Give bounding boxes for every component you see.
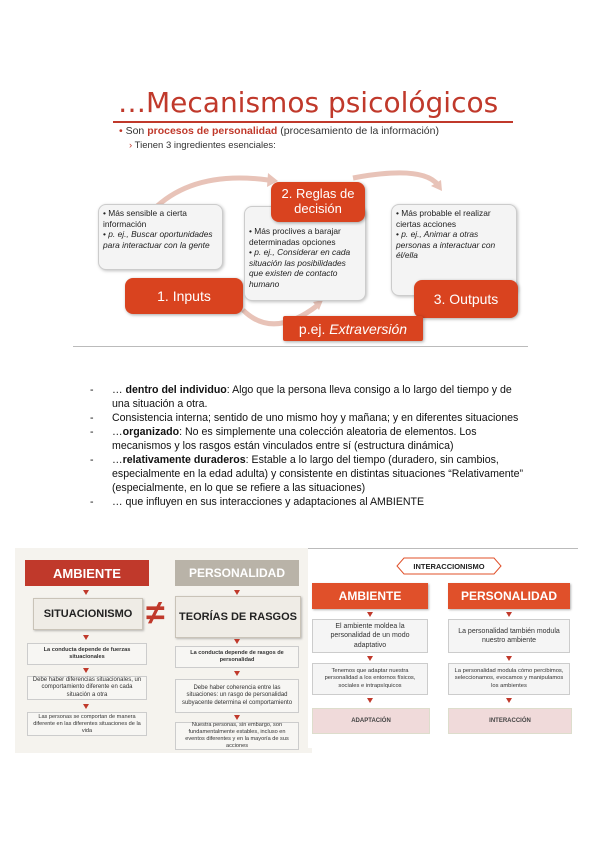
arrow-down-icon — [83, 704, 89, 709]
outputs-line-2-text: p. ej., Animar a otras personas a interactuar con él/ella — [396, 229, 496, 260]
rasgos-point-1: La conducta depende de rasgos de personalidad — [175, 646, 299, 668]
inputs-line-2: • p. ej., Buscar oportunidades para interactuar con la gente — [103, 229, 213, 250]
list-dash: - — [90, 453, 94, 466]
reglas-line-2: • p. ej., Considerar en cada situación las posibilidades que existen de contacto humano — [249, 247, 351, 289]
list-item-text: Consistencia interna; sentido de uno mismo hoy y mañana; y en diferentes situaciones — [112, 411, 519, 424]
example-pre: p.ej. — [298, 320, 326, 337]
outputs-line-1: • Más probable el realizar ciertas acciones — [396, 208, 491, 229]
list-item — [90, 426, 530, 454]
situacionismo-point-1: La conducta depende de fuerzas situacionales — [27, 643, 147, 665]
example-italic: Extraversión — [329, 320, 408, 337]
list-item-text: … que influyen en sus interacciones y adaptaciones al AMBIENTE — [112, 495, 425, 508]
list-dash: - — [90, 411, 94, 424]
arrow-down-icon — [83, 590, 89, 595]
inputs-line-1-text: Más sensible a cierta información — [103, 208, 187, 229]
list-item-bold: organizado — [122, 425, 180, 438]
inputs-line-2-text: p. ej., Buscar oportunidades para interactuar con la gente — [103, 229, 213, 250]
bullet-icon: › — [129, 140, 135, 151]
list-item — [90, 454, 530, 496]
arrow-down-icon — [234, 590, 240, 595]
ambiente-header: AMBIENTE — [312, 583, 428, 609]
personalidad-point-1: La personalidad también modula nuestro ambiente — [448, 619, 570, 653]
list-item-pre: … — [112, 384, 126, 396]
reglas-box: 2. Reglas de decisión — [271, 182, 365, 222]
list-dash: - — [90, 384, 94, 396]
arrow-down-icon — [367, 698, 373, 703]
bullet-text: Tienen 3 ingredientes esenciales: — [134, 140, 276, 151]
personalidad-point-2: La personalidad modula cómo percibimos, seleccionamos, evocamos y manipulamos los ambientes — [448, 663, 570, 695]
ambiente-header: AMBIENTE — [25, 560, 149, 586]
bullet-text-pre: Son — [125, 125, 148, 137]
rasgos-point-3: Nuestra personas, sin embargo, son fundamentalmente estables, incluso en eventos diferentes y en la mayoría de sus acciones — [175, 722, 299, 750]
interaccionismo-slide — [308, 548, 578, 748]
bullet-text-post: (procesamiento de la información) — [277, 125, 439, 137]
arrow-down-icon — [506, 656, 512, 661]
list-dash: - — [90, 495, 94, 508]
list-item-text: : No es simplemente una colección aleatoria de elementos. Los mecanismos y los rasgos están vinculados entre sí (estructura dinámica) — [112, 425, 477, 452]
personalidad-header: PERSONALIDAD — [175, 560, 299, 586]
list-dash: - — [90, 425, 94, 438]
not-equal-icon: ≠ — [146, 594, 165, 632]
bullet-text-bold: procesos de personalidad — [147, 125, 278, 137]
reglas-line-1: • Más proclives a barajar determinadas opciones — [249, 226, 341, 247]
example-box — [283, 316, 423, 341]
arrow-down-icon — [506, 698, 512, 703]
reglas-line-2-text: p. ej., Considerar en cada situación las posibilidades que existen de contacto humano — [249, 247, 351, 289]
arrow-down-icon — [234, 671, 240, 676]
adaptacion-box: ADAPTACIÓN — [312, 708, 430, 734]
rasgos-point-2: Debe haber coherencia entre las situaciones: un rasgo de personalidad subyacente determina el comportamiento — [175, 679, 299, 713]
outputs-line-1-text: Más probable el realizar ciertas acciones — [396, 208, 491, 229]
list-item-text: : Estable a lo largo del tiempo (duradero, sin cambios, especialmente en la edad adulta) y consistente en distintas situaciones “Relativamente” (especialmente, en lo que se refiere a las situaciones) — [112, 453, 524, 494]
arrow-down-icon — [367, 656, 373, 661]
interaccion-box: INTERACCIÓN — [448, 708, 572, 734]
situacionismo-slide — [15, 548, 312, 753]
inputs-box: 1. Inputs — [125, 278, 243, 314]
list-item-bold: dentro del individuo — [125, 384, 227, 396]
interaccionismo-label: INTERACCIONISMO — [413, 561, 485, 571]
outputs-box: 3. Outputs — [414, 280, 518, 318]
personalidad-header: PERSONALIDAD — [448, 583, 570, 609]
arrow-down-icon — [234, 639, 240, 644]
ambiente-point-2: Tenemos que adaptar nuestra personalidad a los entornos físicos, sociales e intrapsíquicos — [312, 663, 428, 695]
teorias-box: TEORÍAS DE RASGOS — [175, 596, 301, 638]
ambiente-point-1: El ambiente moldea la personalidad de un modo adaptativo — [312, 619, 428, 653]
list-item-bold: relativamente duraderos — [122, 453, 246, 466]
situacionismo-box: SITUACIONISMO — [33, 598, 143, 630]
inputs-description-box — [98, 204, 223, 270]
list-item-pre: … — [112, 453, 123, 466]
reglas-line-1-text: Más proclives a barajar determinadas opciones — [249, 226, 341, 247]
arrow-down-icon — [83, 635, 89, 640]
situacionismo-point-3: Las personas se comportan de manera diferente en las diferentes situaciones de la vida — [27, 712, 147, 736]
list-item-pre: … — [112, 425, 123, 438]
outputs-line-2: • p. ej., Animar a otras personas a interactuar con él/ella — [396, 229, 496, 260]
list-item — [90, 384, 530, 412]
list-item — [90, 412, 530, 426]
list-item — [90, 496, 530, 510]
inputs-line-1: • Más sensible a cierta información — [103, 208, 187, 229]
list-item-text: : Algo que la persona lleva consigo a lo largo del tiempo y de una situación a otra. — [112, 384, 512, 410]
situacionismo-point-2: Debe haber diferencias situacionales, un comportamiento diferente en cada situación a otra — [27, 676, 147, 700]
arrow-down-icon — [234, 715, 240, 720]
arrow-down-icon — [83, 668, 89, 673]
arrow-down-icon — [367, 612, 373, 617]
top-rule — [308, 548, 578, 549]
mecanismos-slide — [73, 70, 528, 347]
slide-title: …Mecanismos psicológicos — [118, 86, 499, 119]
characteristics-list — [90, 384, 530, 510]
arrow-down-icon — [506, 612, 512, 617]
bullet-icon: • — [119, 125, 126, 137]
